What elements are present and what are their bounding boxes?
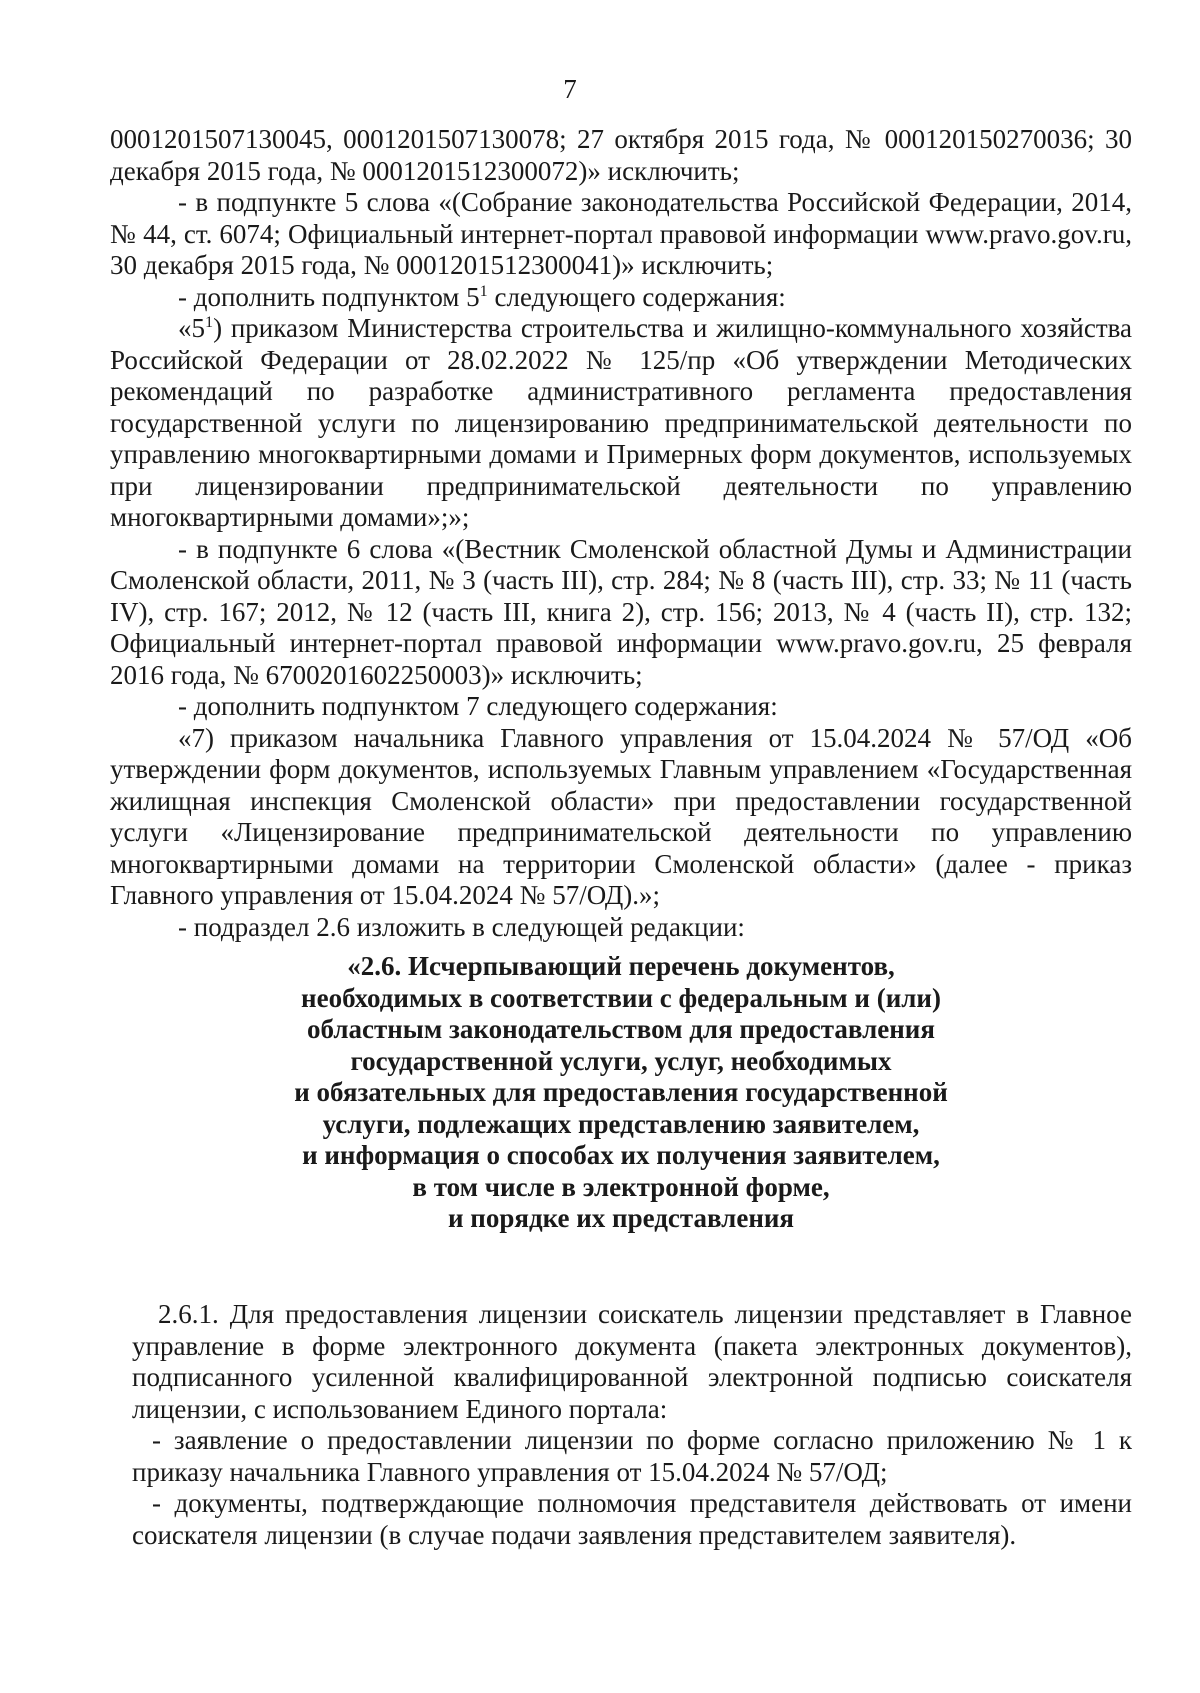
- heading-line: услуги, подлежащих представлению заявителем,: [322, 1108, 920, 1139]
- heading-line: государственной услуги, услуг, необходимых: [350, 1045, 892, 1076]
- paragraph-2: - в подпункте 5 слова «(Собрание законодательства Российской Федерации, 2014, № 44, ст. 6074; Официальный интернет-портал правовой информации www.pravo.gov.ru, 30 декабря 2015 года, № 0001201512300041)» исключить;: [110, 187, 1132, 280]
- paragraph-4: [110, 313, 1132, 534]
- paragraph-4-before: «5: [178, 313, 205, 343]
- paragraph-3-before: - дополнить подпунктом 5: [178, 281, 480, 312]
- section-paragraph-1: 2.6.1. Для предоставления лицензии соискатель лицензии представляет в Главное управление в форме электронного документа (пакета электронных документов), подписанного усиленной квалифицированной электронной подписью соискателя лицензии, с использованием Единого портала:: [132, 1299, 1132, 1424]
- paragraph-5: - в подпункте 6 слова «(Вестник Смоленской областной Думы и Администрации Смоленской области, 2011, № 3 (часть III), стр. 284; № 8 (часть III), стр. 33; № 11 (часть IV), стр. 167; 2012, № 12 (часть III, книга 2), стр. 156; 2013, № 4 (часть II), стр. 132; Официальный интернет-портал правовой информации www.pravo.gov.ru, 25 февраля 2016 года, № 6700201602250003)» исключить;: [110, 533, 1132, 690]
- page-number: 7: [563, 74, 577, 104]
- heading-line: и обязательных для предоставления государственной: [294, 1077, 948, 1107]
- paragraph-4-after: ) приказом Министерства строительства и жилищно-коммунального хозяйства Российской Федерации от 28.02.2022 № 125/пр «Об утверждении Методических рекомендаций по разработке административного регламента предоставления государственной услуги по лицензированию предпринимательской деятельности по управлению многоквартирными домами и Примерных форм документов, используемых при лицензировании предпринимательской деятельности по управлению многоквартирными домами»;»;: [110, 313, 1132, 532]
- paragraph-3: [110, 282, 1132, 314]
- heading-line: в том числе в электронной форме,: [412, 1171, 830, 1202]
- heading-line: необходимых в соответствии с федеральным и (или): [301, 982, 941, 1013]
- paragraph-7: «7) приказом начальника Главного управления от 15.04.2024 № 57/ОД «Об утверждении форм документов, используемых Главным управлением «Государственная жилищная инспекция Смоленской области» при предоставлении государственной услуги «Лицензирование предпринимательской деятельности по управлению многоквартирными домами на территории Смоленской области» (далее - приказ Главного управления от 15.04.2024 № 57/ОД).»;: [110, 722, 1132, 910]
- section-paragraph-3: - документы, подтверждающие полномочия представителя действовать от имени соискателя лицензии (в случае подачи заявления представителем заявителя).: [132, 1488, 1132, 1550]
- section-2-6-1: [132, 1299, 1132, 1551]
- paragraph-1: 0001201507130045, 0001201507130078; 27 октября 2015 года, № 000120150270036; 30 декабря 2015 года, № 0001201512300072)» исключить;: [110, 124, 1132, 186]
- body-text: [110, 124, 1132, 1235]
- paragraph-4-sup: 1: [205, 313, 214, 331]
- paragraph-3-sup: 1: [479, 281, 488, 300]
- heading-line: «2.6. Исчерпывающий перечень документов,: [347, 951, 895, 981]
- section-paragraph-2: - заявление о предоставлении лицензии по форме согласно приложению № 1 к приказу начальника Главного управления от 15.04.2024 № 57/ОД;: [132, 1425, 1132, 1487]
- heading-line: областным законодательством для предоставления: [307, 1014, 935, 1044]
- section-heading: [110, 951, 1132, 1235]
- heading-line: и порядке их представления: [447, 1203, 795, 1233]
- paragraph-6: - дополнить подпунктом 7 следующего содержания:: [178, 691, 778, 721]
- heading-line: и информация о способах их получения заявителем,: [302, 1140, 940, 1170]
- paragraph-3-after: следующего содержания:: [487, 281, 786, 312]
- paragraph-8: - подраздел 2.6 изложить в следующей редакции:: [178, 911, 745, 942]
